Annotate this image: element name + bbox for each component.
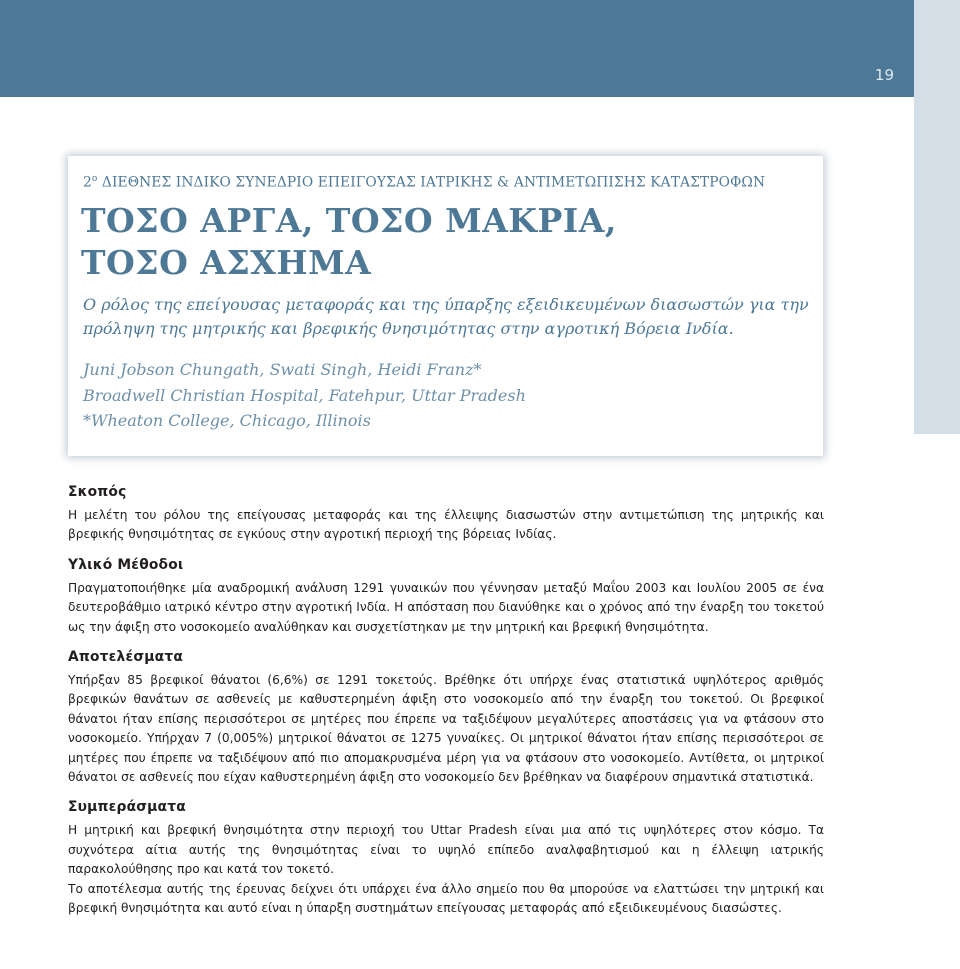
article-title [81,200,617,284]
conference-ordinal: 2 [83,174,92,191]
section-paragraph: Το αποτέλεσμα αυτής της έρευνας δείχνει ότι υπάρχει ένα άλλο σημείο που θα μπορούσε να ελαττώσει την μητρική και βρεφική θνησιμότητα και αυτό είναι η ύπαρξη συστημάτων επείγουσας μεταφοράς από εξειδικευμένους διασώστες. [68,881,824,916]
section-paragraph: Πραγματοποιήθηκε μία αναδρομική ανάλυση 1291 γυναικών που γέννησαν μεταξύ Μαΐου 2003 και Ιουλίου 2005 σε ένα δευτεροβάθμιο ιατρικό κέντρο στην αγροτική Ινδία. Η απόσταση που διανύθηκε και ο χρόνος από την έναρξη του τοκετού ως την άφιξη στο νοσοκομείο αναλύθηκαν και συσχετίστηκαν με την μητρική και βρεφική θνησιμότητα. [68,580,824,634]
section-paragraph: Η μητρική και βρεφική θνησιμότητα στην περιοχή του Uttar Pradesh είναι μια από τις υψηλότερες στον κόσμο. Τα συχνότερα αίτια αυτής της θνησιμότητας είναι το υψηλό επίπεδο αναλφαβητισμού και η έλλειψη ιατρικής παρακολούθησης προ και κατά τον τοκετό. [68,823,824,877]
authors-affiliation-2: *Wheaton College, Chicago, Illinois [83,411,371,430]
section-heading: Αποτελέσματα [68,649,184,666]
authors-affiliation-1: Broadwell Christian Hospital, Fatehpur, Uttar Pradesh [83,385,526,405]
article-header-card [68,156,823,456]
section-results [68,649,824,787]
article-title-line-1: ΤΟΣΟ ΑΡΓΑ, ΤΟΣΟ ΜΑΚΡΙΑ, [81,201,617,240]
conference-ordinal-suffix: ο [91,174,98,184]
section-methods [68,557,824,637]
section-heading: Υλικό Μέθοδοι [68,556,184,573]
authors-block [83,357,526,434]
authors-names: Juni Jobson Chungath, Swati Singh, Heidi Franz* [83,360,482,379]
section-conclusions [68,799,824,918]
section-paragraph: Η μελέτη του ρόλου της επείγουσας μεταφοράς και της έλλειψης διασωστών στην αντιμετώπιση της μητρικής και βρεφικής θνησιμότητας σε εγκύους στην αγροτική περιοχή της βόρειας Ινδίας. [68,508,824,542]
section-aim [68,484,824,545]
article-title-line-2: ΤΟΣΟ ΑΣΧΗΜΑ [81,243,372,282]
page-number: 19 [874,66,894,84]
article-body [68,484,824,931]
side-accent-strip [914,0,960,434]
article-subtitle: Ο ρόλος της επείγουσας μεταφοράς και της ύπαρξης εξειδικευμένων διασωστών για την πρόληψη της μητρικής και βρεφικής θνησιμότητας στην αγροτική Βόρεια Ινδία. [83,295,809,338]
section-heading: Συμπεράσματα [68,799,186,816]
section-heading: Σκοπός [68,484,127,500]
section-paragraph: Υπήρξαν 85 βρεφικοί θάνατοι (6,6%) σε 1291 τοκετούς. Βρέθηκε ότι υπήρχε ένας στατιστικά υψηλότερος αριθμός βρεφικών θανάτων σε ασθενείς με καθυστερημένη άφιξη στο νοσοκομείο από την έναρξη του τοκετού. Οι βρεφικοί θάνατοι ήταν επίσης περισσότεροι σε μητέρες που έπρεπε να ταξιδέψουν μεγαλύτερες αποστάσεις για να φτάσουν στο νοσοκομείο. Υπήρχαν 7 (0,005%) μητρικοί θάνατοι σε 1275 γυναίκες. Οι μητρικοί θάνατοι ήταν επίσης περισσότεροι σε μητέρες που έπρεπε να ταξιδέψουν από πιο απομακρυσμένα μέρη για να φτάσουν στο νοσοκομείο. Αντίθετα, οι μητρικοί θάνατοι σε ασθενείς που είχαν καθυστερημένη άφιξη στο νοσοκομείο δεν βρέθηκαν να διαφέρουν σημαντικά στατιστικά. [68,673,824,785]
conference-title [83,174,765,191]
top-banner [0,0,914,97]
conference-name: ΔΙΕΘΝΕΣ ΙΝΔΙΚΟ ΣΥΝΕΔΡΙΟ ΕΠΕΙΓΟΥΣΑΣ ΙΑΤΡΙΚΗΣ & ΑΝΤΙΜΕΤΩΠΙΣΗΣ ΚΑΤΑΣΤΡΟΦΩΝ [97,174,766,191]
